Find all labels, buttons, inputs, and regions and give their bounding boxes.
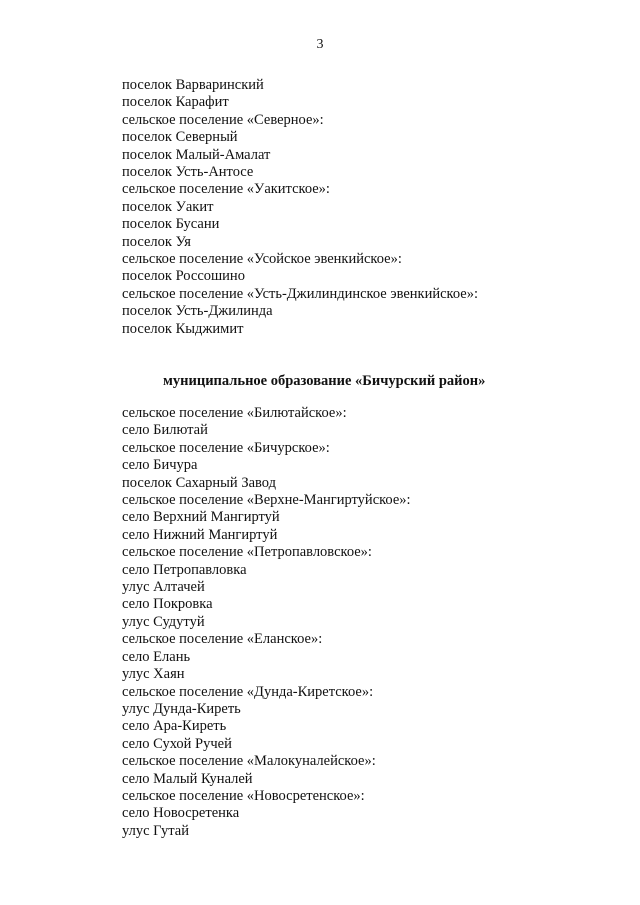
list-item: улус Дунда-Киреть xyxy=(122,700,241,717)
list-item: село Верхний Мангиртуй xyxy=(122,509,280,526)
list-item: поселок Северный xyxy=(122,129,238,146)
list-item: поселок Сахарный Завод xyxy=(122,474,276,491)
list-item: поселок Уакит xyxy=(122,198,214,215)
list-item: поселок Бусани xyxy=(122,216,220,233)
list-item: сельское поселение «Еланское»: xyxy=(122,631,323,648)
list-item: поселок Россошино xyxy=(122,268,245,285)
list-item: поселок Усть-Антосе xyxy=(122,164,254,181)
list-item: сельское поселение «Северное»: xyxy=(122,111,324,128)
list-item: поселок Кыджимит xyxy=(122,320,244,337)
list-item: сельское поселение «Новосретенское»: xyxy=(122,787,365,804)
settlement-list-top xyxy=(122,77,602,338)
list-item: поселок Усть-Джилинда xyxy=(122,303,273,320)
list-item: село Билютай xyxy=(122,422,208,439)
list-item: улус Гутай xyxy=(122,822,189,839)
list-item: сельское поселение «Уакитское»: xyxy=(122,181,330,198)
page-number: 3 xyxy=(316,37,324,52)
list-item: сельское поселение «Верхне-Мангиртуйское»: xyxy=(122,492,411,509)
list-item: село Петропавловка xyxy=(122,561,247,578)
list-item: село Ара-Киреть xyxy=(122,718,227,735)
list-item: село Нижний Мангиртуй xyxy=(122,526,278,543)
list-item: поселок Карафит xyxy=(122,94,229,111)
list-item: сельское поселение «Петропавловское»: xyxy=(122,544,372,561)
list-item: село Покровка xyxy=(122,596,213,613)
list-item: улус Судутуй xyxy=(122,613,205,630)
list-item: поселок Малый-Амалат xyxy=(122,146,271,163)
list-item: село Новосретенка xyxy=(122,805,240,822)
list-item: село Бичура xyxy=(122,457,198,474)
list-item: сельское поселение «Бичурское»: xyxy=(122,439,330,456)
list-item: сельское поселение «Билютайское»: xyxy=(122,405,347,421)
list-item: сельское поселение «Усть-Джилиндинское эвенкийское»: xyxy=(122,285,478,302)
list-item: село Сухой Ручей xyxy=(122,735,232,752)
settlement-list-bottom xyxy=(122,405,602,840)
list-item: улус Хаян xyxy=(122,666,185,683)
list-item: сельское поселение «Малокуналейское»: xyxy=(122,753,376,770)
section-heading: муниципальное образование «Бичурский район» xyxy=(163,373,486,389)
list-item: сельское поселение «Дунда-Киретское»: xyxy=(122,683,374,700)
list-item: улус Алтачей xyxy=(122,579,205,596)
list-item: поселок Варваринский xyxy=(122,77,264,93)
list-item: село Малый Куналей xyxy=(122,770,253,787)
list-item: поселок Уя xyxy=(122,233,191,250)
list-item: село Елань xyxy=(122,648,191,665)
list-item: сельское поселение «Усойское эвенкийское»: xyxy=(122,251,402,268)
